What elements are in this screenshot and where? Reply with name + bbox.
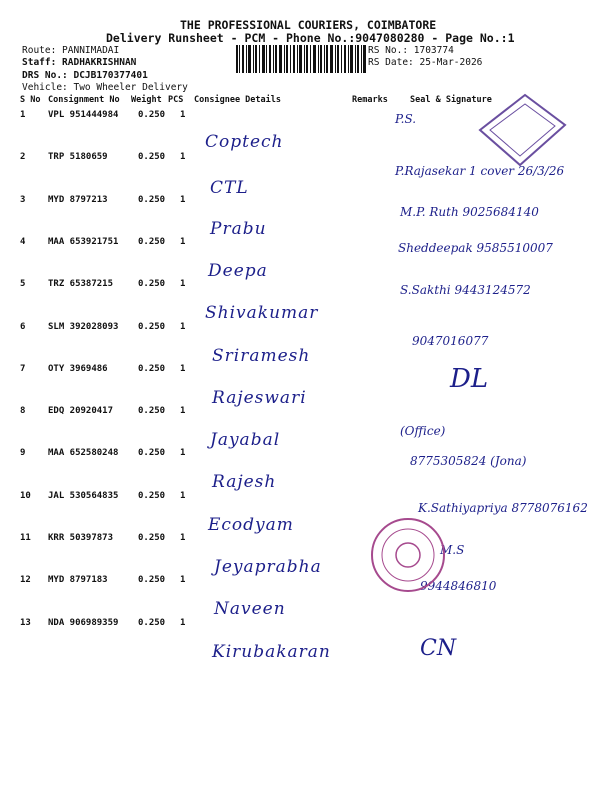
- office-round-stamp: [368, 515, 448, 595]
- cell-consignment: JAL 530564835: [48, 490, 119, 501]
- cell-sno: 7: [20, 363, 26, 374]
- cell-pcs: 1: [180, 448, 186, 459]
- consignee-name: Jeyaprabha: [214, 557, 322, 577]
- cell-consignment: VPL 951444984: [48, 110, 119, 120]
- consignee-name: Rajesh: [212, 472, 277, 493]
- cell-consignment: MAA 652580248: [48, 448, 119, 459]
- signature: 9047016077: [412, 333, 489, 348]
- barcode: [236, 45, 366, 73]
- cell-weight: 0.250: [138, 617, 166, 628]
- consignee-name: Prabu: [210, 218, 267, 239]
- signature: Sheddeepak 9585510007: [398, 240, 553, 255]
- cell-pcs: 1: [180, 617, 186, 628]
- consignee-name: Naveen: [214, 599, 286, 620]
- consignee-name: CTL: [210, 178, 249, 199]
- signature: 9944846810: [420, 579, 497, 594]
- signature: K.Sathiyapriya 8778076162: [418, 500, 588, 515]
- cell-weight: 0.250: [138, 448, 166, 459]
- cell-weight: 0.250: [138, 406, 166, 417]
- rs-date: RS Date: 25-Mar-2026: [368, 57, 483, 68]
- consignee-name: Coptech: [205, 132, 284, 152]
- table-row: [0, 491, 600, 533]
- cell-consignment: MAA 653921751: [48, 236, 119, 247]
- col-sno: S No: [20, 95, 41, 105]
- signature: M.S: [440, 543, 465, 557]
- signature: M.P. Ruth 9025684140: [400, 204, 539, 219]
- cell-sno: 6: [20, 321, 26, 332]
- cell-pcs: 1: [180, 152, 186, 163]
- cell-consignment: SLM 392028093: [48, 321, 119, 332]
- consignee-name: Sriramesh: [212, 345, 311, 366]
- cell-consignment: OTY 3969486: [48, 363, 108, 374]
- table-row: [0, 448, 600, 493]
- cell-pcs: 1: [180, 533, 186, 543]
- route-label: Route: PANNIMADAI: [22, 45, 120, 56]
- col-weight: Weight: [131, 95, 162, 105]
- table-row: [0, 618, 600, 660]
- table-row: [0, 322, 600, 364]
- cell-pcs: 1: [180, 321, 186, 332]
- cell-sno: 10: [20, 490, 31, 501]
- col-consignee: Consignee Details: [194, 95, 281, 105]
- courier-seal-stamp: [470, 90, 570, 170]
- consignee-name: Kirubakaran: [212, 641, 331, 662]
- cell-consignment: TRP 5180659: [48, 152, 108, 163]
- table-row: [0, 533, 600, 575]
- cell-weight: 0.250: [138, 279, 166, 290]
- signature: (Office): [400, 424, 446, 439]
- consignee-name: Ecodyam: [208, 514, 294, 535]
- cell-weight: 0.250: [138, 490, 166, 501]
- cell-weight: 0.250: [138, 110, 166, 120]
- signature: 8775305824 (Jona): [410, 454, 527, 469]
- col-consignment: Consignment No: [48, 95, 120, 105]
- cell-weight: 0.250: [138, 363, 166, 374]
- cell-consignment: EDQ 20920417: [48, 406, 114, 417]
- table-row: [0, 279, 600, 324]
- cell-weight: 0.250: [138, 194, 166, 205]
- col-pcs: PCS: [168, 95, 184, 105]
- cell-weight: 0.250: [138, 152, 166, 163]
- cell-weight: 0.250: [138, 533, 166, 543]
- cell-sno: 3: [20, 194, 26, 205]
- signature: CN: [420, 635, 457, 661]
- consignee-name: Deepa: [208, 260, 268, 281]
- rs-number: RS No.: 1703774: [368, 45, 454, 56]
- cell-weight: 0.250: [138, 236, 166, 247]
- cell-pcs: 1: [180, 575, 186, 586]
- runsheet-subtitle: Delivery Runsheet - PCM - Phone No.:9047080280 - Page No.:1: [106, 31, 515, 45]
- cell-pcs: 1: [180, 194, 186, 205]
- cell-sno: 13: [20, 617, 31, 628]
- consignee-name: Shivakumar: [205, 303, 319, 324]
- company-title: THE PROFESSIONAL COURIERS, COIMBATORE: [180, 18, 437, 32]
- cell-sno: 9: [20, 448, 26, 459]
- signature: DL: [450, 363, 489, 394]
- cell-sno: 4: [20, 236, 26, 247]
- cell-sno: 12: [20, 575, 31, 586]
- cell-pcs: 1: [180, 279, 186, 290]
- cell-pcs: 1: [180, 406, 186, 417]
- signature: P.S.: [395, 112, 417, 126]
- signature: S.Sakthi 9443124572: [400, 283, 531, 298]
- col-remarks: Remarks: [352, 95, 388, 105]
- cell-consignment: NDA 906989359: [48, 617, 119, 628]
- cell-consignment: TRZ 65387215: [48, 279, 114, 290]
- cell-sno: 5: [20, 279, 26, 290]
- cell-pcs: 1: [180, 236, 186, 247]
- cell-consignment: KRR 50397873: [48, 533, 114, 543]
- cell-pcs: 1: [180, 363, 186, 374]
- cell-consignment: MYD 8797213: [48, 194, 108, 205]
- table-row: [0, 195, 600, 237]
- signature: P.Rajasekar 1 cover 26/3/26: [395, 164, 565, 179]
- cell-pcs: 1: [180, 490, 186, 501]
- cell-weight: 0.250: [138, 575, 166, 586]
- table-row: [0, 575, 600, 620]
- consignee-name: Jayabal: [210, 430, 281, 451]
- table-row: [0, 237, 600, 279]
- cell-sno: 11: [20, 533, 31, 543]
- consignee-name: Rajeswari: [212, 387, 307, 408]
- cell-weight: 0.250: [138, 321, 166, 332]
- vehicle-label: Vehicle: Two Wheeler Delivery: [22, 82, 188, 93]
- cell-sno: 8: [20, 406, 26, 417]
- cell-pcs: 1: [180, 110, 186, 120]
- table-row: [0, 406, 600, 451]
- cell-sno: 1: [20, 110, 26, 120]
- drs-number: DRS No.: DCJB170377401: [22, 70, 148, 81]
- cell-sno: 2: [20, 152, 26, 163]
- table-row: [0, 364, 600, 406]
- cell-consignment: MYD 8797183: [48, 575, 108, 586]
- staff-label: Staff: RADHAKRISHNAN: [22, 57, 137, 68]
- col-seal: Seal & Signature: [410, 95, 492, 105]
